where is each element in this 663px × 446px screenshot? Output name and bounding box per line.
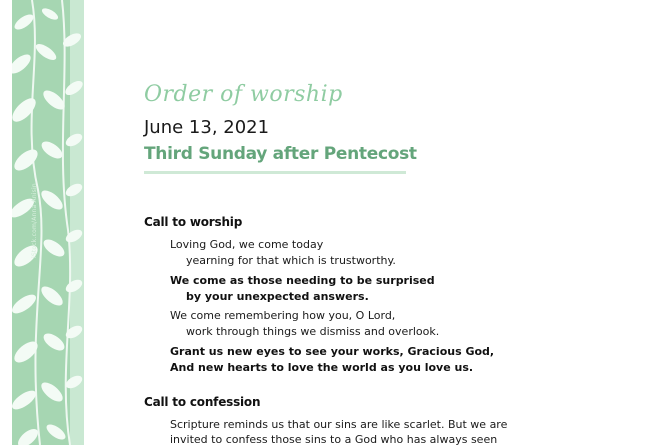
- order-of-worship-heading: Order of worship: [144, 82, 343, 107]
- worship-response-line: by your unexpected answers.: [186, 290, 369, 303]
- worship-response-line: We come as those needing to be surprised: [170, 274, 435, 287]
- worship-line: Loving God, we come today: [170, 238, 324, 251]
- worship-response-line: And new hearts to love the world as you love us.: [170, 361, 474, 374]
- service-date: June 13, 2021: [144, 117, 270, 138]
- decorative-leaf-banner: [12, 0, 84, 445]
- confession-line: invited to confess those sins to a God who has always seen: [170, 433, 498, 446]
- header-divider: [144, 171, 406, 174]
- worship-response-line: Grant us new eyes to see your works, Gracious God,: [170, 345, 495, 358]
- call-to-confession-heading: Call to confession: [144, 395, 261, 409]
- call-to-worship-heading: Call to worship: [144, 215, 243, 229]
- leaf-pattern-icon: [12, 0, 84, 445]
- photo-credit: iStock.com/Anna Anisin: [31, 183, 38, 258]
- service-title: Third Sunday after Pentecost: [144, 144, 417, 164]
- page-margin: [0, 0, 12, 445]
- worship-line: We come remembering how you, O Lord,: [170, 309, 396, 322]
- worship-line: work through things we dismiss and overlook.: [186, 325, 440, 338]
- confession-line: Scripture reminds us that our sins are like scarlet. But we are: [170, 418, 508, 431]
- worship-line: yearning for that which is trustworthy.: [186, 254, 396, 267]
